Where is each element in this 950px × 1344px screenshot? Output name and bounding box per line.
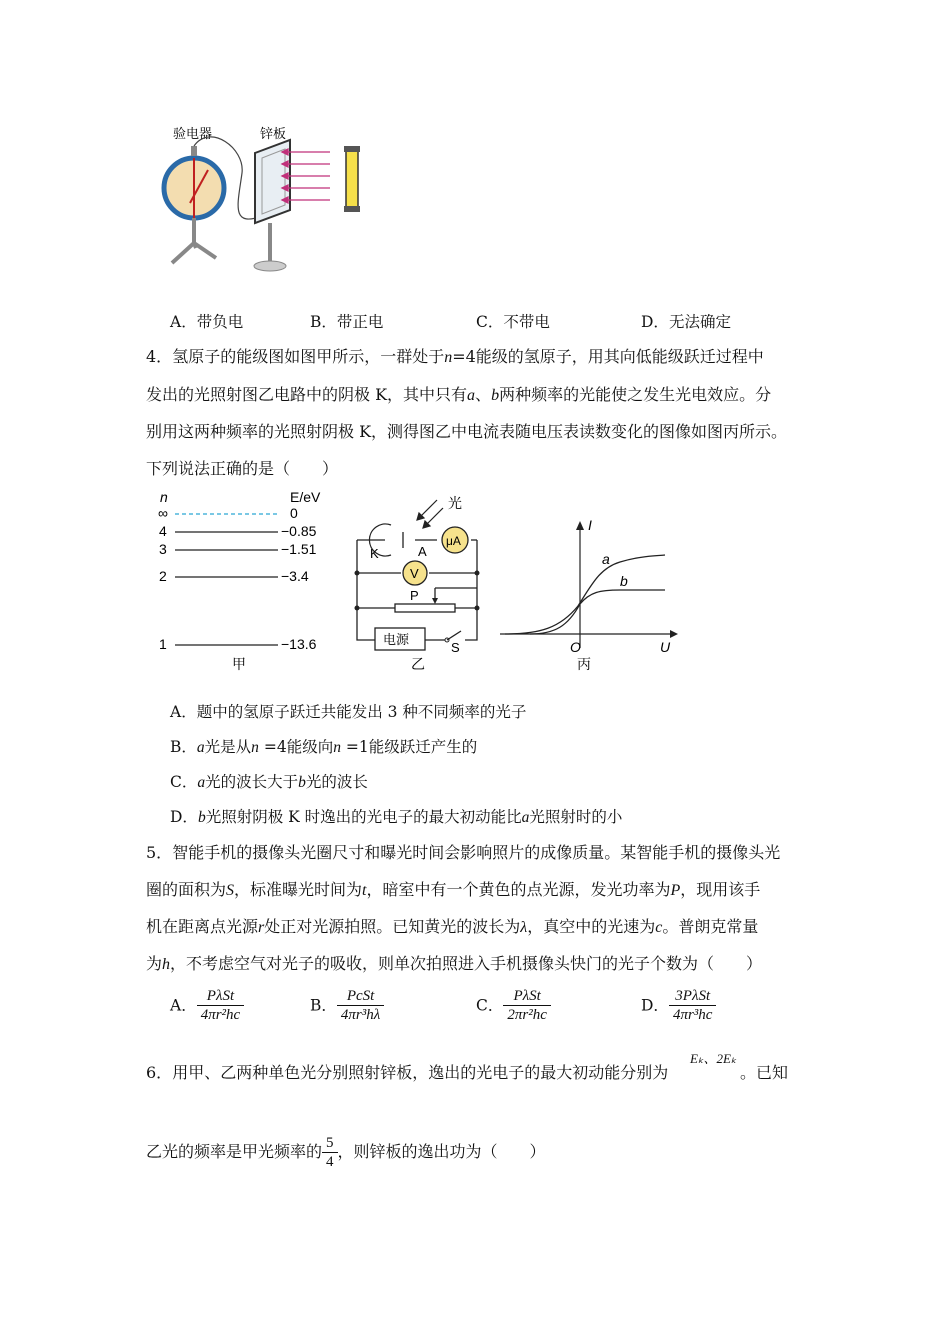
switch-label: S (451, 640, 460, 655)
current-axis-label: I (588, 517, 592, 533)
q4-line-1: 4．氢原子的能级图如图甲所示，一群处于n=4能级的氢原子，用其向低能级跃迁过程中 (146, 347, 764, 366)
voltmeter-label: V (410, 566, 419, 581)
level-2-e: −3.4 (281, 568, 309, 584)
q4-line-4: 下列说法正确的是（ ） (146, 459, 339, 478)
level-3-n: 3 (159, 541, 167, 557)
level-inf-n: ∞ (158, 505, 168, 521)
n-axis-label: n (160, 489, 168, 505)
level-inf-e: 0 (290, 505, 298, 521)
caption-bing: 丙 (577, 656, 591, 672)
q4-option-b: B．a光是从n =4能级向n =1能级跃迁产生的 (170, 738, 478, 756)
q4-option-a: A．题中的氢原子跃迁共能发出 3 种不同频率的光子 (170, 703, 527, 721)
level-4-e: −0.85 (281, 523, 317, 539)
level-1-e: −13.6 (281, 636, 317, 652)
slider-label: P (410, 588, 419, 603)
q5-line-2: 圈的面积为S，标准曝光时间为t，暗室中有一个黄色的点光源，发光功率为P，现用该手 (146, 880, 761, 899)
q4-option-d: D．b光照射阴极 K 时逸出的光电子的最大初动能比a光照射时的小 (170, 808, 623, 826)
anode-label: A (418, 544, 427, 559)
electroscope-figure (150, 118, 380, 278)
iv-graph (500, 488, 690, 673)
photoelectric-circuit (345, 488, 495, 673)
q4-line-3: 别用这两种频率的光照射阴极 K，测得图乙中电流表随电压表读数变化的图像如图丙所示。 (146, 422, 788, 441)
level-2-n: 2 (159, 568, 167, 584)
level-3-e: −1.51 (281, 541, 317, 557)
cathode-label: K (370, 546, 379, 561)
caption-jia: 甲 (232, 656, 246, 672)
power-source-label: 电源 (383, 632, 410, 647)
curve-a-label: a (602, 551, 610, 567)
caption-yi: 乙 (411, 656, 425, 672)
voltage-axis-label: U (660, 639, 671, 655)
q3-option-d: D．无法确定 (641, 313, 731, 331)
zinc-plate-label: 锌板 (260, 126, 287, 141)
q3-option-a: A．带负电 (170, 313, 244, 331)
electroscope-label: 验电器 (173, 126, 213, 141)
energy-axis-label: E/eV (290, 489, 321, 505)
light-label: 光 (448, 495, 462, 511)
origin-label: O (570, 639, 581, 655)
q5-option-b: B． $\frac{\text{PcSt}}{\text{4πr³hλ}}$ (310, 987, 384, 1024)
level-1-n: 1 (159, 636, 167, 652)
q4-option-c: C．a光的波长大于b光的波长 (170, 773, 368, 791)
q4-line-2: 发出的光照射图乙电路中的阴极 K，其中只有a、b两种频率的光能使之发生光电效应。分 (146, 385, 772, 404)
level-4-n: 4 (159, 523, 167, 539)
q5-option-a: A． $\frac{\text{PλSt}}{\text{4πr²hc}}$ (170, 987, 244, 1024)
q6-line-1-end: 。已知 (740, 1063, 789, 1082)
energy-level-diagram (150, 488, 340, 673)
q3-option-b: B．带正电 (310, 313, 384, 331)
q6-line-2: 乙光的频率是甲光频率的 $\frac{5}{4}$ ，则锌板的逸出功为（ ） (146, 1135, 546, 1170)
q5-option-c: C． $\frac{\text{PλSt}}{\text{2πr²hc}}$ (476, 987, 551, 1024)
q6-energy-values: Eₖ、2Eₖ (690, 1051, 737, 1066)
q6-line-1: 6．用甲、乙两种单色光分别照射锌板，逸出的光电子的最大初动能分别为 (146, 1063, 669, 1082)
ammeter-label: μA (446, 534, 461, 548)
q5-line-1: 5．智能手机的摄像头光圈尺寸和曝光时间会影响照片的成像质量。某智能手机的摄像头光 (146, 843, 781, 862)
q3-option-c: C．不带电 (476, 313, 550, 331)
q5-line-3: 机在距离点光源r处正对光源拍照。已知黄光的波长为λ，真空中的光速为c。普朗克常量 (146, 917, 759, 936)
curve-b-label: b (620, 573, 628, 589)
curve-a (505, 555, 665, 634)
q5-line-4: 为h，不考虑空气对光子的吸收，则单次拍照进入手机摄像头快门的光子个数为（ ） (146, 954, 763, 973)
q5-option-d: D． $\frac{\text{3PλSt}}{\text{4πr³hc}}$ (641, 987, 716, 1024)
